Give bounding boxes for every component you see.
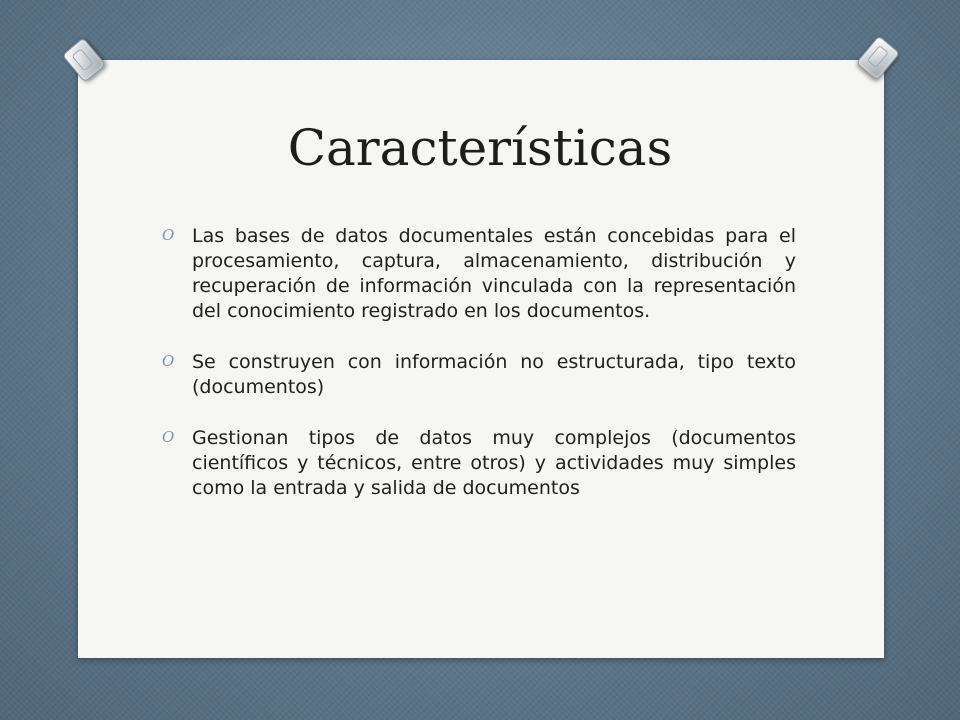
- bullet-text: Se construyen con información no estructurada, tipo texto (documentos): [192, 351, 796, 398]
- list-item: [162, 350, 796, 400]
- bullet-text: Gestionan tipos de datos muy complejos (documentos científicos y técnicos, entre otros) y actividades muy simples como la entrada y salida de documentos: [192, 427, 796, 499]
- bullet-marker-icon: O: [162, 428, 175, 446]
- bullet-marker-icon: O: [162, 226, 175, 244]
- list-item: [162, 426, 796, 501]
- bullet-marker-icon: O: [162, 352, 175, 370]
- bullet-text: Las bases de datos documentales están concebidas para el procesamiento, captura, almacenamiento, distribución y recuperación de información vinculada con la representación del conocimiento registrado en los documentos.: [192, 225, 796, 322]
- slide-title: Características: [287, 119, 673, 177]
- list-item: [162, 224, 796, 324]
- bullet-list: [162, 224, 796, 527]
